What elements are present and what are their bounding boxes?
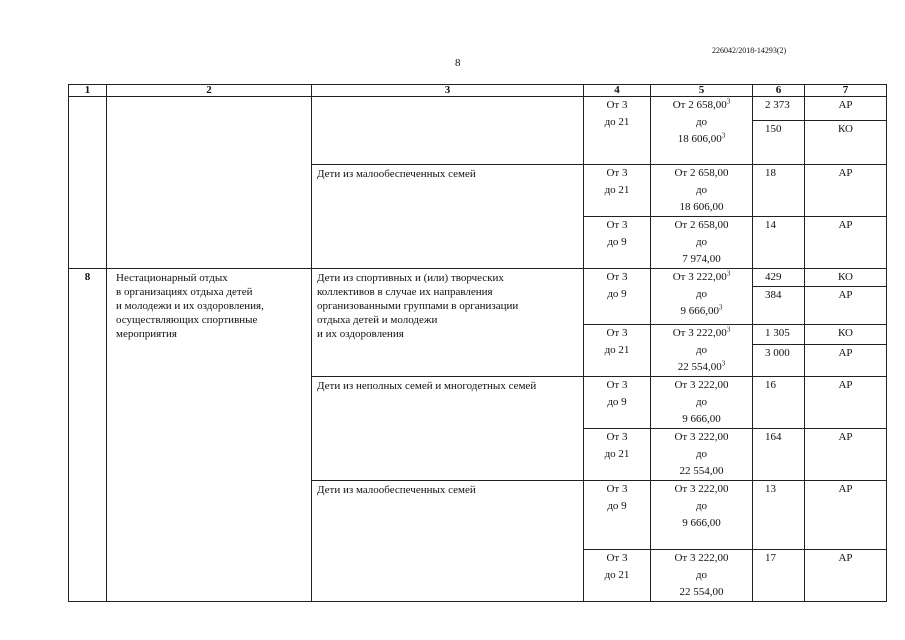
count-cell: 1 305 3 000 (753, 325, 805, 377)
type-cell: АР КО (805, 97, 887, 165)
page-number: 8 (455, 57, 461, 69)
count-cell: 2 373 150 (753, 97, 805, 165)
count-cell: 14 (753, 217, 805, 269)
age-cell: От 3 до 21 (584, 550, 651, 602)
cost-cell: От 3 222,00 до 22 554,00 (651, 550, 753, 602)
cost-cell: От 3 222,00 до 22 554,00 (651, 429, 753, 481)
category-cell: Дети из спортивных и (или) творческих коллективов в случае их направления организованными группами в организации отдыха детей и молодежи и их оздоровления (312, 269, 584, 377)
category-cell: Дети из неполных семей и многодетных семей (312, 377, 584, 481)
cost-cell: От 3 222,00$^3$ до 22 554,00$^3$ (651, 325, 753, 377)
type-cell: КО АР (805, 325, 887, 377)
header-cell: 1 (69, 85, 107, 97)
header-cell: 6 (753, 85, 805, 97)
count-cell: 164 (753, 429, 805, 481)
header-cell: 5 (651, 85, 753, 97)
type-cell: АР (805, 481, 887, 550)
count-cell: 429 384 (753, 269, 805, 325)
type-cell: АР (805, 377, 887, 429)
row-number-cell: 8 (69, 269, 107, 602)
header-cell: 2 (107, 85, 312, 97)
header-cell: 3 (312, 85, 584, 97)
cost-cell: От 3 222,00$^3$ до 9 666,00$^3$ (651, 269, 753, 325)
category-cell: Дети из малообеспеченных семей (312, 481, 584, 602)
age-cell: От 3 до 9 (584, 481, 651, 550)
category-cell: Дети из малообеспеченных семей (312, 165, 584, 269)
age-cell: От 3 до 9 (584, 377, 651, 429)
cost-cell: От 2 658,00 до 7 974,00 (651, 217, 753, 269)
cost-cell: От 3 222,00 до 9 666,00 (651, 481, 753, 550)
cost-cell: От 2 658,00$^3$ до 18 606,00$^3$ (651, 97, 753, 165)
age-cell: От 3 до 21 (584, 325, 651, 377)
type-cell: АР (805, 429, 887, 481)
count-cell: 13 (753, 481, 805, 550)
type-cell: АР (805, 217, 887, 269)
table-row (69, 97, 887, 165)
count-cell: 17 (753, 550, 805, 602)
count-cell: 16 (753, 377, 805, 429)
age-cell: От 3 до 9 (584, 217, 651, 269)
service-cell: Нестационарный отдых в организациях отдыха детей и молодежи и их оздоровления, осуществляющих спортивные мероприятия (107, 269, 312, 602)
cost-cell: От 3 222,00 до 9 666,00 (651, 377, 753, 429)
benefits-table (68, 84, 887, 602)
age-cell: От 3 до 21 (584, 165, 651, 217)
row-number-cell (69, 97, 107, 269)
service-cell (107, 97, 312, 269)
cost-cell: От 2 658,00 до 18 606,00 (651, 165, 753, 217)
age-cell: От 3 до 9 (584, 269, 651, 325)
header-cell: 4 (584, 85, 651, 97)
table-header-row (69, 85, 887, 97)
table-row (69, 269, 887, 325)
type-cell: КО АР (805, 269, 887, 325)
category-cell (312, 97, 584, 165)
type-cell: АР (805, 165, 887, 217)
document-code: 226042/2018-14293(2) (712, 46, 787, 55)
age-cell: От 3 до 21 (584, 97, 651, 165)
age-cell: От 3 до 21 (584, 429, 651, 481)
count-cell: 18 (753, 165, 805, 217)
header-cell: 7 (805, 85, 887, 97)
type-cell: АР (805, 550, 887, 602)
